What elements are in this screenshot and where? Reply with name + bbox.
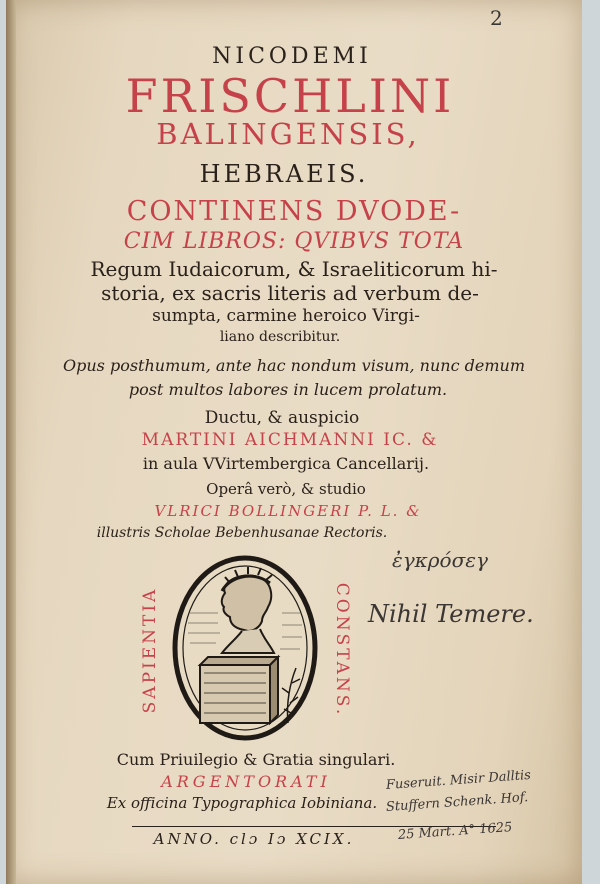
year-line: ANNO. clɔ Iɔ XCIX. [153, 830, 355, 848]
page-number: 2 [490, 6, 503, 30]
opus-line-1: Opus posthumum, ante hac nondum visum, nunc demum [62, 356, 525, 375]
printer-line: Ex officina Typographica Iobiniana. [106, 794, 378, 812]
greek-handwriting: ἐγκρόσεγ [392, 548, 488, 572]
left-motto: SAPIENTIA [140, 586, 160, 714]
privilege-line: Cum Priuilegio & Gratia singulari. [116, 750, 396, 769]
auspices-line-3: Operâ verò, & studio [206, 480, 366, 498]
description-line-2: storia, ex sacris literis ad verbum de- [101, 281, 479, 305]
description-line-1: Regum Iudaicorum, & Israeliticorum hi- [90, 257, 498, 281]
subtitle-line-2: CIM LIBROS: QVIBVS TOTA [123, 229, 465, 254]
auspices-line-2: in aula VVirtembergica Cancellarij. [142, 454, 430, 473]
auspices-line-1: Ductu, & auspicio [204, 408, 360, 428]
author-first-name: NICODEMI [212, 44, 372, 69]
opus-line-2: post multos labores in lucem prolatum. [128, 380, 448, 399]
work-title: HEBRAEIS. [199, 160, 369, 188]
auspices-name-2: VLRICI BOLLINGERI P. L. & [154, 502, 422, 520]
auspices-name-1: MARTINI AICHMANNI IC. & [141, 430, 439, 450]
author-surname: FRISCHLINI [125, 69, 455, 123]
portrait-medallion [170, 553, 320, 743]
place-of-printing: ARGENTORATI [161, 772, 331, 791]
pedestal-icon [200, 657, 278, 723]
author-origin: BALINGENSIS, [156, 117, 420, 151]
ownership-note-line-2: Stuffern Schenk. Hof. [385, 790, 529, 815]
ownership-note-line-1: Fuseruit. Misir Dalltis [385, 767, 532, 793]
subtitle-line-1: CONTINENS DVODE- [126, 196, 462, 227]
motto-handwriting: Nihil Temere. [368, 600, 534, 628]
ownership-note-line-3: 25 Mart. A° 1625 [397, 820, 513, 843]
description-line-4: liano describitur. [219, 329, 341, 345]
description-line-3: sumpta, carmine heroico Virgi- [152, 306, 420, 326]
auspices-line-4: illustris Scholae Bebenhusanae Rectoris. [96, 525, 388, 541]
right-motto: CONSTANS. [332, 582, 352, 718]
